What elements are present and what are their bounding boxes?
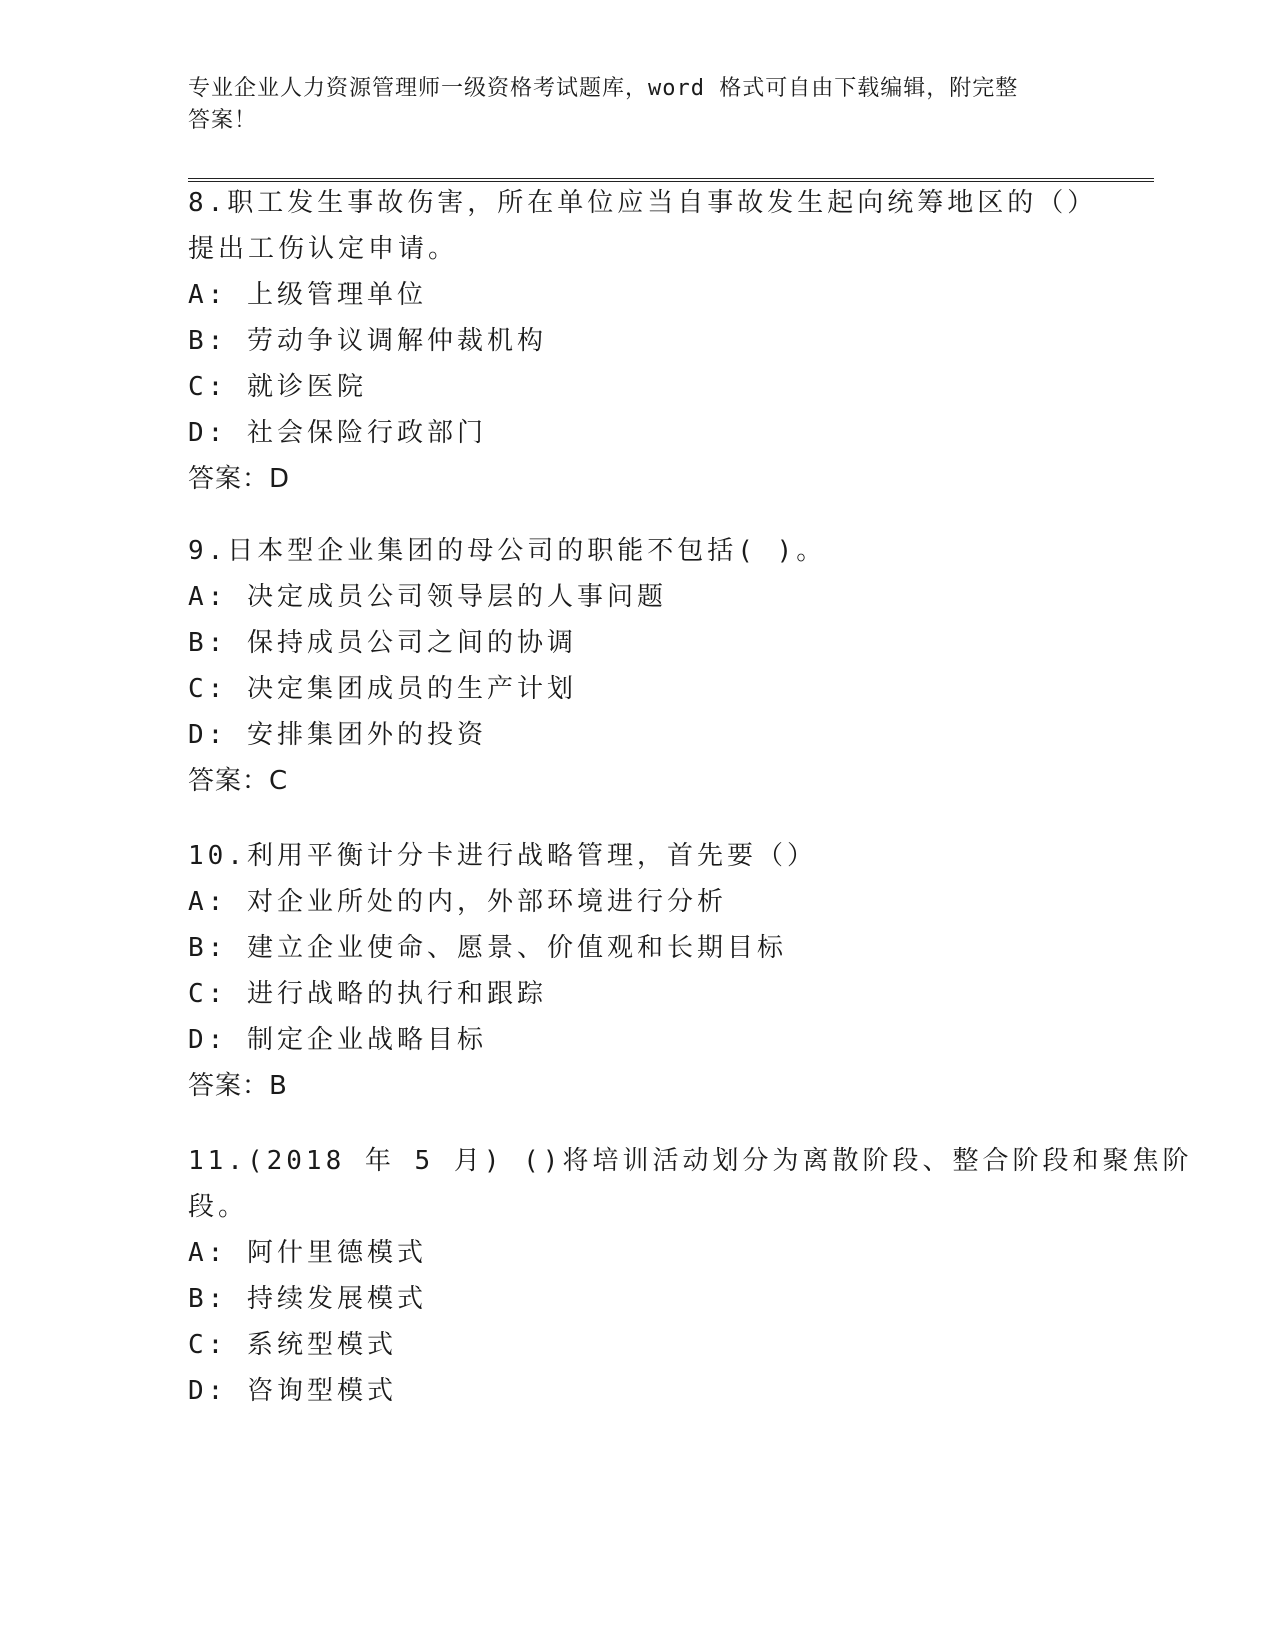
answer: 答案：C [188,766,289,796]
option-b: B: 建立企业使命、愿景、价值观和长期目标 [188,933,787,963]
option-c: C: 就诊医院 [188,372,367,402]
answer: 答案：B [188,1071,288,1101]
question-9 [188,528,826,804]
question-stem-line: 段。 [188,1192,249,1222]
option-d: D: 制定企业战略目标 [188,1025,487,1055]
header-line-1: 专业企业人力资源管理师一级资格考试题库，word 格式可自由下载编辑，附完整 [188,76,1019,101]
question-stem-line: 10.利用平衡计分卡进行战略管理，首先要（） [188,841,817,871]
question-11 [188,1138,1192,1414]
header-line-2: 答案！ [188,108,258,133]
option-a: A: 上级管理单位 [188,280,427,310]
option-d: D: 咨询型模式 [188,1376,397,1406]
question-8 [188,180,1097,502]
question-stem-line: 9.日本型企业集团的母公司的职能不包括( )。 [188,536,827,566]
answer: 答案：D [188,464,291,494]
option-c: C: 系统型模式 [188,1330,397,1360]
option-a: A: 对企业所处的内，外部环境进行分析 [188,887,727,917]
option-a: A: 阿什里德模式 [188,1238,427,1268]
option-a: A: 决定成员公司领导层的人事问题 [188,582,667,612]
document-header [188,73,1078,137]
option-c: C: 进行战略的执行和跟踪 [188,979,547,1009]
option-b: B: 劳动争议调解仲裁机构 [188,326,547,356]
question-10 [188,833,817,1109]
option-c: C: 决定集团成员的生产计划 [188,674,577,704]
option-b: B: 保持成员公司之间的协调 [188,628,577,658]
question-stem-line: 8.职工发生事故伤害，所在单位应当自事故发生起向统筹地区的（） [188,188,1098,218]
option-b: B: 持续发展模式 [188,1284,427,1314]
option-d: D: 社会保险行政部门 [188,418,487,448]
question-stem-line: 提出工伤认定申请。 [188,234,459,264]
option-d: D: 安排集团外的投资 [188,720,487,750]
question-stem-line: 11.(2018 年 5 月) ()将培训活动划分为离散阶段、整合阶段和聚焦阶 [188,1146,1193,1176]
